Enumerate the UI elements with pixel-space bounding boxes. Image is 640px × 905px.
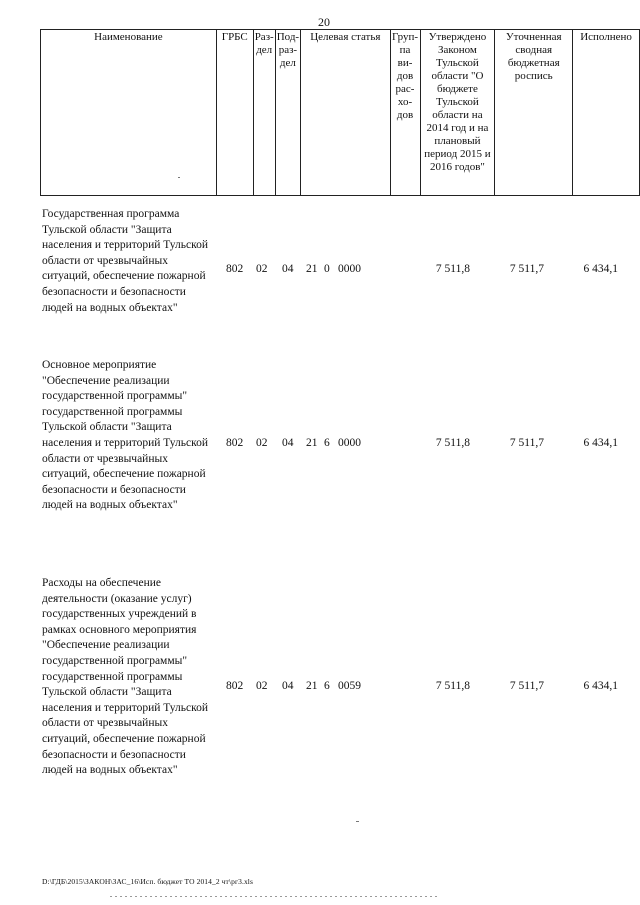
header-target: Целевая статья: [301, 30, 390, 196]
row-1-podrazdel: 04: [282, 263, 294, 275]
row-2-approved: 7 511,8: [435, 437, 470, 449]
row-3-grbs: 802: [226, 680, 244, 692]
row-1-razdel: 02: [256, 263, 268, 275]
header-expense-group: Груп- па ви- дов рас- хо- дов: [390, 30, 420, 196]
row-1-cs1: 21: [306, 263, 318, 275]
header-name: Наименование: [41, 30, 217, 196]
header-podrazdel: Под- раз- дел: [275, 30, 300, 196]
row-1-executed: 6 434,1: [583, 263, 618, 275]
row-2-executed: 6 434,1: [583, 437, 618, 449]
row-3-cs1: 21: [306, 680, 318, 692]
row-2-grbs: 802: [226, 437, 244, 449]
header-refined: Уточненная сводная бюджетная роспись: [495, 30, 573, 196]
row-2-refined: 7 511,7: [509, 437, 544, 449]
row-1-refined: 7 511,7: [509, 263, 544, 275]
row-3-name: Расходы на обеспечение деятельности (оказание услуг) государственных учреждений в рамках основного мероприятия "Обеспечение реализации государственной программы" государственной программы Тульской области "Защита населения и территорий Тульской области от чрезвычайных ситуаций, обеспечение пожарной безопасности и безопасности людей на водных объектах": [42, 577, 208, 777]
header-grbs: ГРБС: [216, 30, 253, 196]
footer-file-path: D:\ГДБ\2015\ЗАКОН\ЗАС_16\Исп. бюджет ТО 2014_2 чт\рг3.xls: [42, 877, 254, 886]
page-number: 20: [318, 15, 330, 29]
row-2-name: Основное мероприятие "Обеспечение реализации государственной программы" государственной программы Тульской области "Защита населения и территорий Тульской области от чрезвычайных ситуаций, обеспечение пожарной безопасности и безопасности людей на водных объектах": [42, 359, 208, 512]
row-2-cs3: 0000: [338, 437, 361, 449]
header-razdel: Раз- дел: [253, 30, 275, 196]
row-2-podrazdel: 04: [282, 437, 294, 449]
scan-artifact-line: [110, 896, 440, 897]
row-2-cs1: 21: [306, 437, 318, 449]
row-1-cs2: 0: [324, 263, 330, 275]
row-2-razdel: 02: [256, 437, 268, 449]
row-1-cs3: 0000: [338, 263, 361, 275]
row-3-podrazdel: 04: [282, 680, 294, 692]
row-3-razdel: 02: [256, 680, 268, 692]
row-2-cs2: 6: [324, 437, 330, 449]
row-3-approved: 7 511,8: [435, 680, 470, 692]
row-1-approved: 7 511,8: [435, 263, 470, 275]
scan-speck: [356, 821, 359, 822]
header-approved: Утверждено Законом Тульской области "О бюджете Тульской области на 2014 год и на плановый период 2015 и 2016 годов": [420, 30, 495, 196]
row-3-refined: 7 511,7: [509, 680, 544, 692]
scan-speck: [178, 177, 180, 178]
row-3-executed: 6 434,1: [583, 680, 618, 692]
row-3-cs2: 6: [324, 680, 330, 692]
row-1-name: Государственная программа Тульской области "Защита населения и территорий Тульской области от чрезвычайных ситуаций, обеспечение пожарной безопасности и безопасности людей на водных объектах": [42, 208, 208, 314]
row-3-cs3: 0059: [338, 680, 361, 692]
header-executed: Исполнено: [573, 30, 640, 196]
row-1-grbs: 802: [226, 263, 244, 275]
